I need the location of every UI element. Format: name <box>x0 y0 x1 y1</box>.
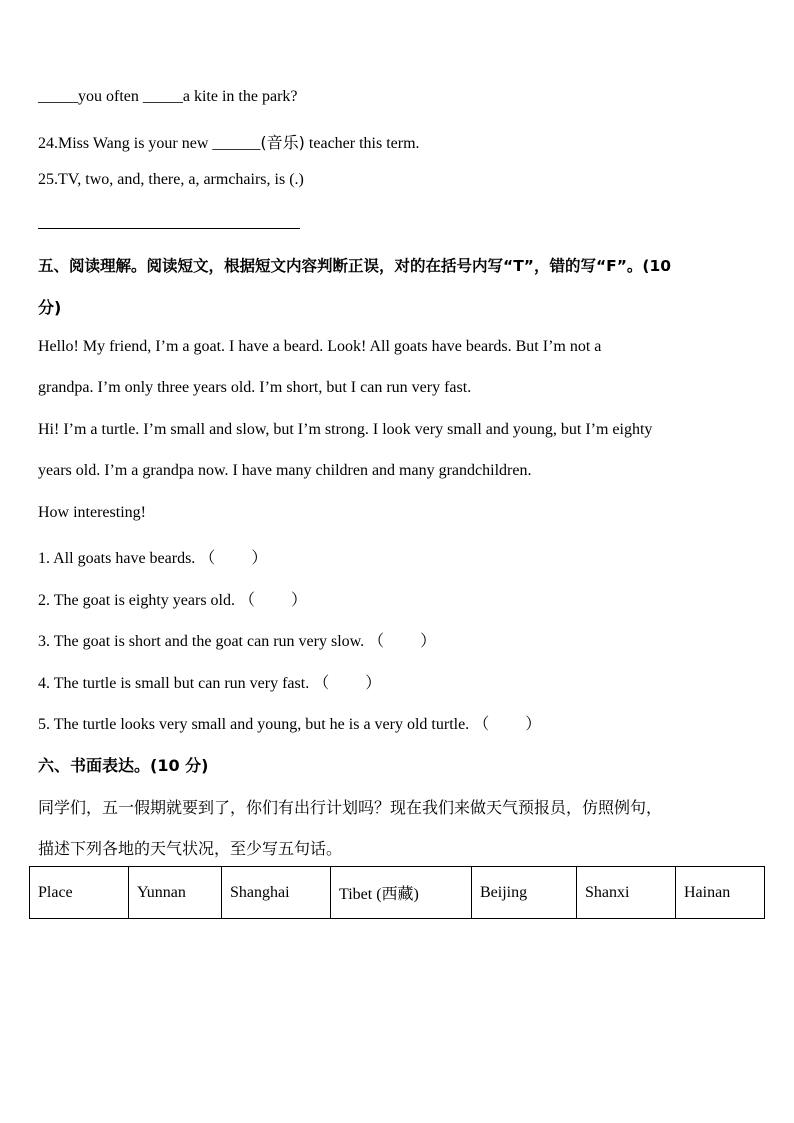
section5-heading: 五、阅读理解。阅读短文，根据短文内容判断正误，对的在括号内写“T”，错的写“F”。(10 <box>38 257 672 275</box>
weather-places-table <box>29 866 765 919</box>
passage-line: How interesting! <box>38 504 146 521</box>
passage-line: Hi! I’m a turtle. I’m small and slow, but I’m strong. I look very small and young, but I’m eighty <box>38 421 653 438</box>
table-cell: Yunnan <box>129 867 222 919</box>
passage-line: years old. I’m a grandpa now. I have many children and many grandchildren. <box>38 462 532 479</box>
q24-suffix: teacher this term. <box>308 135 420 152</box>
q23-text-1: you often <box>78 88 139 105</box>
q24-prefix: 24.Miss Wang is your new <box>38 135 209 152</box>
passage-line: grandpa. I’m only three years old. I’m short, but I can run very fast. <box>38 379 472 396</box>
tf-question-3: 3. The goat is short and the goat can run very slow. （ ） <box>38 628 436 651</box>
answer-line <box>38 228 300 229</box>
table-cell: Shanxi <box>577 867 676 919</box>
table-cell: Shanghai <box>222 867 331 919</box>
q23-text-2: a kite in the park? <box>182 88 298 105</box>
answer-paren[interactable]: （ ） <box>199 548 268 567</box>
answer-paren[interactable]: （ ） <box>313 673 382 692</box>
tf-question-4: 4. The turtle is small but can run very fast. （ ） <box>38 670 381 693</box>
section6-instruction: 同学们，五一假期就要到了，你们有出行计划吗？现在我们来做天气预报员，仿照例句， <box>38 798 663 817</box>
table-row <box>30 867 765 919</box>
section5-heading-cont: 分) <box>38 298 62 317</box>
q24-blank: ______ <box>212 135 261 152</box>
question-23 <box>38 88 298 106</box>
table-cell: Beijing <box>472 867 577 919</box>
question-24 <box>38 130 420 153</box>
q24-hint: (音乐) <box>260 133 305 152</box>
tf-question-5: 5. The turtle looks very small and young, but he is a very old turtle. （ ） <box>38 711 541 734</box>
answer-paren[interactable]: （ ） <box>239 590 308 609</box>
tf-question-2: 2. The goat is eighty years old. （ ） <box>38 587 307 610</box>
section6-heading: 六、书面表达。(10 分) <box>38 756 209 775</box>
section6-instruction-cont: 描述下列各地的天气状况，至少写五句话。 <box>38 839 343 858</box>
passage-line: Hello! My friend, I’m a goat. I have a beard. Look! All goats have beards. But I’m not a <box>38 338 602 355</box>
table-cell: Place <box>30 867 129 919</box>
tf-question-1: 1. All goats have beards. （ ） <box>38 545 267 568</box>
q23-blank-2: _____ <box>142 88 183 105</box>
question-25: 25.TV, two, and, there, a, armchairs, is (.) <box>38 171 304 188</box>
answer-paren[interactable]: （ ） <box>368 631 437 650</box>
table-cell: Hainan <box>676 867 765 919</box>
answer-paren[interactable]: （ ） <box>473 714 542 733</box>
q23-blank-1: _____ <box>38 88 78 105</box>
table-cell: Tibet (西藏) <box>331 867 472 919</box>
